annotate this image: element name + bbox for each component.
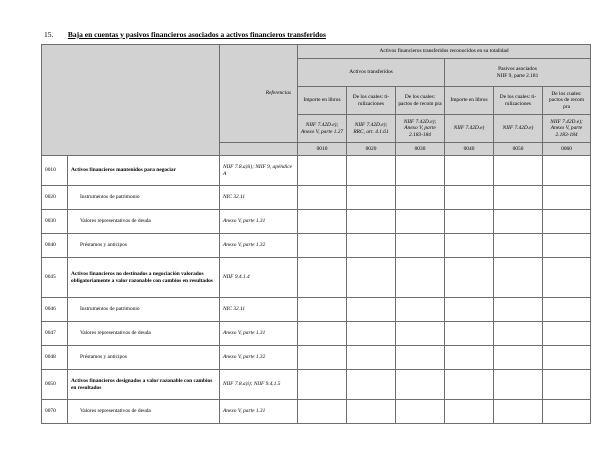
value-cell <box>347 400 396 424</box>
value-cell <box>445 298 494 322</box>
column-reference: NIIF 7.42D.e); RRC, art. 4.1.61 <box>347 115 396 143</box>
value-cell <box>494 400 543 424</box>
table-row <box>42 210 591 234</box>
row-reference: Anexo V, parte 1.32 <box>220 234 298 258</box>
value-cell <box>298 400 347 424</box>
value-cell <box>396 210 445 234</box>
value-cell <box>445 370 494 400</box>
section-title: Baja en cuentas y pasivos financieros asociados a activos financieros transferidos <box>67 30 326 39</box>
row-label: Valores representativos de deuda <box>68 210 220 234</box>
value-cell <box>347 298 396 322</box>
value-cell <box>543 400 591 424</box>
value-cell <box>494 186 543 210</box>
value-cell <box>347 258 396 298</box>
row-code: 0010 <box>42 156 68 186</box>
value-cell <box>494 322 543 346</box>
value-cell <box>494 210 543 234</box>
row-label: Valores representativos de deuda <box>68 322 220 346</box>
value-cell <box>445 186 494 210</box>
header-liabilities-ref: NIIF 9, parte 2.181 <box>496 72 539 79</box>
column-code: 0050 <box>494 143 543 156</box>
value-cell <box>445 346 494 370</box>
column-label: De los cuales: pactos de recom pra <box>396 87 445 115</box>
row-code: 0048 <box>42 346 68 370</box>
row-reference: Anexo V, parte 1.31 <box>220 210 298 234</box>
value-cell <box>494 156 543 186</box>
column-code: 0030 <box>396 143 445 156</box>
header-blank <box>42 45 220 156</box>
value-cell <box>396 346 445 370</box>
row-code: 0020 <box>42 186 68 210</box>
column-label: Importe en libros <box>445 87 494 115</box>
section-number: 15. <box>44 30 54 39</box>
header-liabilities: Pasivos asociados NIIF 9, parte 2.181 <box>445 59 591 87</box>
row-reference: NIIF 9.4.1.4 <box>220 258 298 298</box>
value-cell <box>298 370 347 400</box>
value-cell <box>347 210 396 234</box>
row-reference: NIC 32.11 <box>220 186 298 210</box>
column-reference: NIIF 7.42D.e); Anexo V, parte 1.27 <box>298 115 347 143</box>
value-cell <box>494 258 543 298</box>
codes-ref-cell <box>220 143 298 156</box>
value-cell <box>347 370 396 400</box>
value-cell <box>543 346 591 370</box>
value-cell <box>298 210 347 234</box>
row-code: 0040 <box>42 234 68 258</box>
header-transferred: Activos transferidos <box>298 59 445 87</box>
table-row <box>42 346 591 370</box>
row-reference: Anexo V, parte 1.31 <box>220 322 298 346</box>
header-main-group: Activos financieros transferidos reconocidos en su totalidad <box>298 45 591 59</box>
column-reference: NIIF 7.42D.e); Anexo V, parte 2.183-184 <box>396 115 445 143</box>
row-code: 0030 <box>42 210 68 234</box>
value-cell <box>445 210 494 234</box>
section-heading <box>44 30 326 39</box>
table-row <box>42 400 591 424</box>
value-cell <box>298 234 347 258</box>
value-cell <box>347 346 396 370</box>
value-cell <box>543 186 591 210</box>
column-code: 0040 <box>445 143 494 156</box>
table-row <box>42 234 591 258</box>
table-row <box>42 186 591 210</box>
value-cell <box>396 322 445 346</box>
row-label: Activos financieros mantenidos para negociar <box>68 156 220 186</box>
row-label: Activos financieros no destinados a negociación valorados obligatoriamente a valor razonable con cambios en resultados <box>68 258 220 298</box>
row-code: 0070 <box>42 400 68 424</box>
column-reference: NIIF 7.42D.e) <box>494 115 543 143</box>
value-cell <box>494 298 543 322</box>
value-cell <box>445 156 494 186</box>
table-row <box>42 156 591 186</box>
column-label: De los cuales: ti- rulizaciones <box>347 87 396 115</box>
value-cell <box>396 258 445 298</box>
value-cell <box>494 346 543 370</box>
value-cell <box>543 156 591 186</box>
row-code: 0047 <box>42 322 68 346</box>
value-cell <box>445 400 494 424</box>
value-cell <box>543 210 591 234</box>
row-label: Activos financieros designados a valor razonable con cambios en resultados <box>68 370 220 400</box>
row-reference: NIC 32.11 <box>220 298 298 322</box>
table-row <box>42 370 591 400</box>
value-cell <box>396 370 445 400</box>
value-cell <box>396 156 445 186</box>
value-cell <box>494 370 543 400</box>
column-reference: NIIF 7.42D.e); Anexo V, parte 2.183-184 <box>543 115 591 143</box>
value-cell <box>396 234 445 258</box>
value-cell <box>543 234 591 258</box>
table-row <box>42 322 591 346</box>
value-cell <box>347 186 396 210</box>
value-cell <box>445 234 494 258</box>
value-cell <box>445 258 494 298</box>
row-code: 0050 <box>42 370 68 400</box>
table-row <box>42 298 591 322</box>
value-cell <box>543 370 591 400</box>
references-header: Referencias <box>220 45 298 143</box>
row-reference: Anexo V, parte 1.31 <box>220 400 298 424</box>
row-code: 0046 <box>42 298 68 322</box>
column-label: Importe en libros <box>298 87 347 115</box>
row-label: Préstamos y anticipos <box>68 234 220 258</box>
column-code: 0020 <box>347 143 396 156</box>
column-code: 0010 <box>298 143 347 156</box>
value-cell <box>543 322 591 346</box>
value-cell <box>298 322 347 346</box>
value-cell <box>543 258 591 298</box>
transfers-table <box>41 44 591 424</box>
value-cell <box>347 234 396 258</box>
row-label: Préstamos y anticipos <box>68 346 220 370</box>
row-code: 0045 <box>42 258 68 298</box>
row-reference: Anexo V, parte 1.32 <box>220 346 298 370</box>
value-cell <box>298 298 347 322</box>
column-code: 0060 <box>543 143 591 156</box>
value-cell <box>396 400 445 424</box>
row-label: Instrumentos de patrimonio <box>68 186 220 210</box>
value-cell <box>396 186 445 210</box>
value-cell <box>298 346 347 370</box>
value-cell <box>543 298 591 322</box>
row-label: Instrumentos de patrimonio <box>68 298 220 322</box>
value-cell <box>347 156 396 186</box>
row-label: Valores representativos de deuda <box>68 400 220 424</box>
row-reference: NIIF 7.8.a)i); NIIF 9.4.1.5 <box>220 370 298 400</box>
table-row <box>42 258 591 298</box>
row-reference: NIIF 7.8.a)ii); NIIF 9, apéndice A <box>220 156 298 186</box>
value-cell <box>298 156 347 186</box>
value-cell <box>494 234 543 258</box>
value-cell <box>298 258 347 298</box>
column-reference: NIIF 7.42D.e) <box>445 115 494 143</box>
column-label: De los cuales: ti- rulizaciones <box>494 87 543 115</box>
value-cell <box>396 298 445 322</box>
value-cell <box>347 322 396 346</box>
value-cell <box>298 186 347 210</box>
value-cell <box>445 322 494 346</box>
column-label: De los cuales: pactos de recom pra <box>543 87 591 115</box>
